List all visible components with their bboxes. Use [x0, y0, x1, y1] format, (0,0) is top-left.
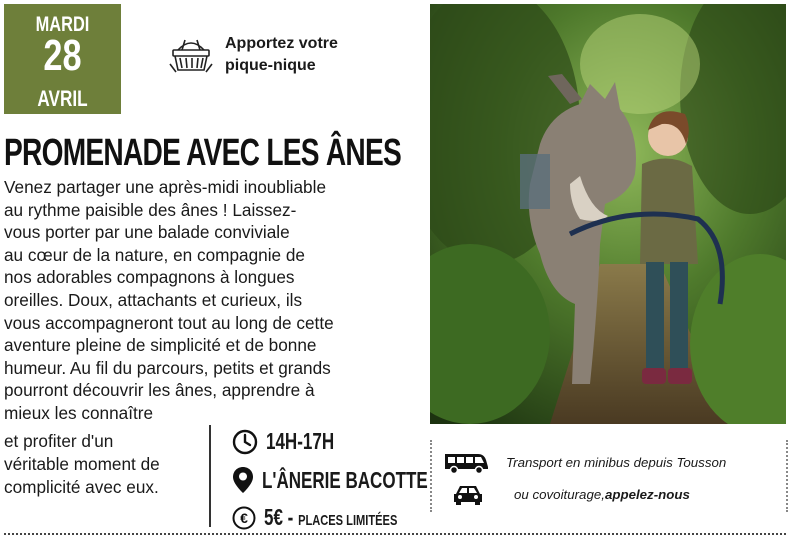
location-pin-icon	[232, 466, 254, 494]
date-badge	[4, 4, 121, 114]
description-line: pourront découvrir les ânes, apprendre à	[4, 380, 315, 401]
euro-icon	[232, 506, 256, 530]
clock-icon	[232, 429, 258, 455]
donkey-photo	[430, 4, 786, 424]
description	[4, 176, 399, 425]
transport-line-1: Transport en minibus depuis Tousson	[506, 454, 727, 470]
price-note: PLACES LIMITÉES	[298, 512, 398, 529]
description-line: complicité avec eux.	[4, 476, 159, 497]
description-line: aventure pleine de simplicité et de bonne	[4, 335, 317, 356]
bottom-divider	[4, 533, 786, 535]
car-icon	[452, 482, 484, 506]
description-line: vous porter par une balade conviviale	[4, 222, 290, 243]
date-month: AVRIL	[37, 86, 88, 111]
svg-text:€: €	[240, 509, 248, 526]
description-line: au cœur de la nature, en compagnie de	[4, 244, 305, 265]
price-info	[232, 504, 444, 531]
page-title: PROMENADE AVEC LES ÂNES	[4, 132, 402, 174]
description-line: vous accompagneront tout au long de cette	[4, 312, 334, 333]
description-line: nos adorables compagnons à longues	[4, 267, 295, 288]
picnic-basket-icon	[168, 34, 214, 74]
price-text: 5€ -	[264, 504, 294, 530]
transport-line-2: ou covoiturage,	[514, 486, 605, 502]
description-line: oreilles. Doux, attachants et curieux, ils	[4, 289, 303, 310]
divider	[209, 425, 211, 527]
call-us-text: appelez-nous	[604, 486, 690, 502]
transport-minibus	[442, 450, 726, 474]
picnic-note	[225, 33, 395, 77]
description-line: humeur. Au fil du parcours, petits et grands	[4, 357, 331, 378]
minibus-icon	[442, 450, 490, 474]
description-tail	[4, 430, 204, 498]
picnic-line-1: Apportez votre	[225, 35, 338, 52]
date-day: MARDI	[35, 13, 90, 36]
time-info	[232, 428, 358, 455]
date-number: 28	[43, 31, 82, 80]
time-text: 14H-17H	[266, 428, 335, 454]
description-line: véritable moment de	[4, 453, 160, 474]
transport-carpool	[442, 482, 690, 506]
transport-box	[430, 440, 788, 512]
description-line: mieux les connaître	[4, 402, 154, 423]
description-line: Venez partager une après-midi inoubliable	[4, 177, 326, 197]
description-line: et profiter d'un	[4, 431, 114, 451]
description-line: au rythme paisible des ânes ! Laissez-	[4, 199, 297, 220]
picnic-line-2: pique-nique	[225, 57, 316, 74]
place-text: L'ÂNERIE BACOTTE	[262, 466, 428, 493]
